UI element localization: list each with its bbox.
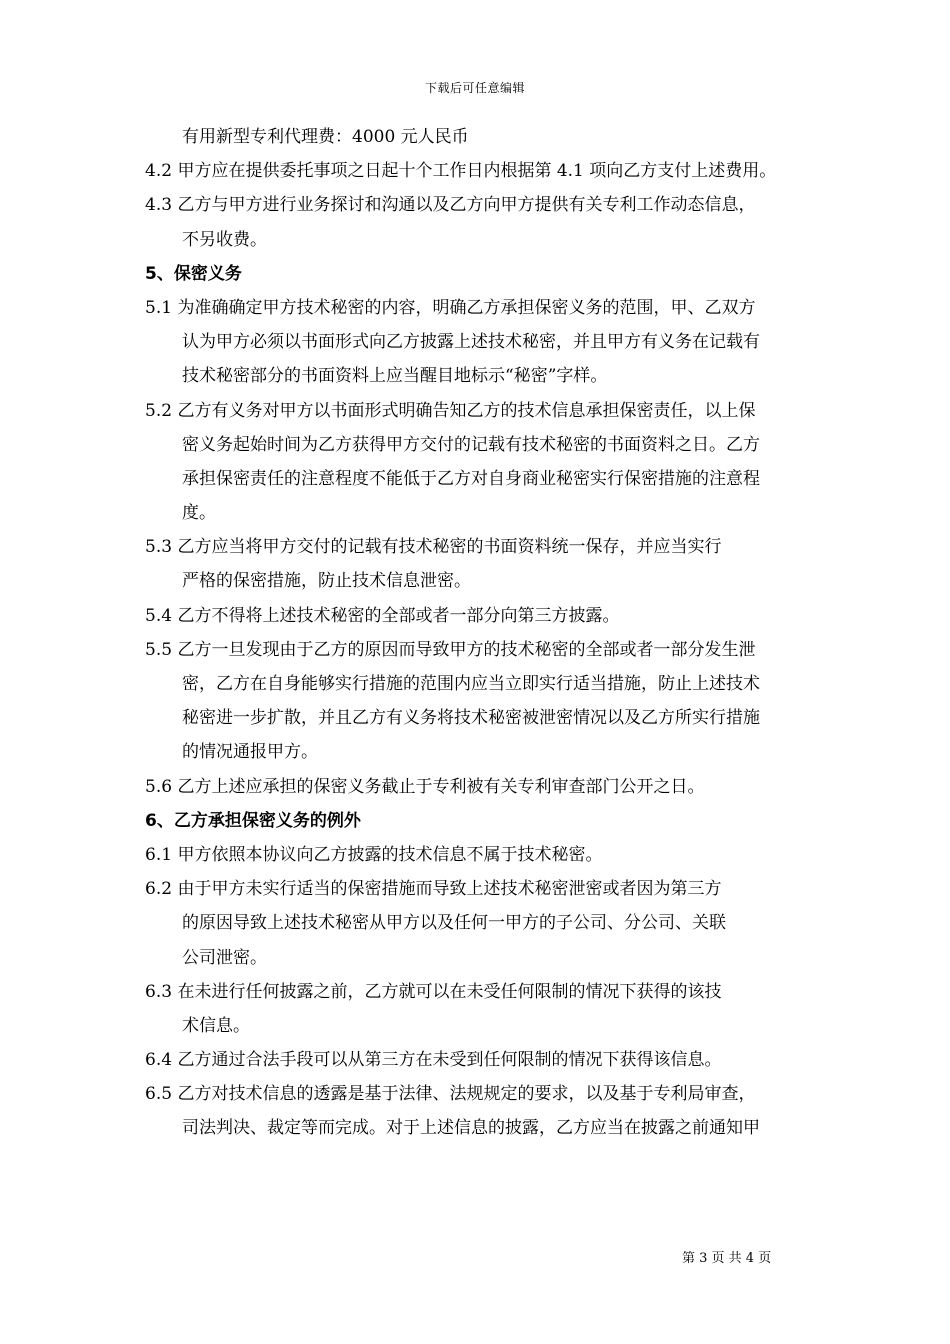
paragraph-line: 5.3 乙方应当将甲方交付的记载有技术秘密的书面资料统一保存，并应当实行 — [145, 537, 722, 558]
paragraph-line: 术信息。 — [182, 1015, 250, 1036]
section-heading: 6、乙方承担保密义务的例外 — [145, 810, 361, 831]
paragraph-line: 4.3 乙方与甲方进行业务探讨和沟通以及乙方向甲方提供有关专利工作动态信息， — [145, 195, 756, 216]
paragraph-line: 密义务起始时间为乙方获得甲方交付的记载有技术秘密的书面资料之日。乙方 — [182, 434, 760, 455]
paragraph-line: 不另收费。 — [182, 229, 267, 250]
paragraph-line: 6.3 在未进行任何披露之前，乙方就可以在未受任何限制的情况下获得的该技 — [145, 981, 722, 1002]
paragraph-line: 技术秘密部分的书面资料上应当醒目地标示“秘密”字样。 — [182, 366, 608, 387]
paragraph-line: 5.6 乙方上述应承担的保密义务截止于专利被有关专利审查部门公开之日。 — [145, 776, 705, 797]
paragraph-line: 5.4 乙方不得将上述技术秘密的全部或者一部分向第三方披露。 — [145, 605, 620, 626]
paragraph-line: 秘密进一步扩散，并且乙方有义务将技术秘密被泄密情况以及乙方所实行措施 — [182, 708, 760, 729]
page-header: 下载后可任意编辑 — [424, 81, 525, 95]
paragraph-line: 密，乙方在自身能够实行措施的范围内应当立即实行适当措施，防止上述技术 — [182, 674, 760, 694]
paragraph-line: 有用新型专利代理费：4000 元人民币 — [182, 127, 469, 147]
paragraph-line: 的原因导致上述技术秘密从甲方以及任何一甲方的子公司、分公司、关联 — [182, 913, 726, 934]
paragraph-line: 5.5 乙方一旦发现由于乙方的原因而导致甲方的技术秘密的全部或者一部分发生泄 — [145, 639, 756, 660]
paragraph-line: 承担保密责任的注意程度不能低于乙方对自身商业秘密实行保密措施的注意程 — [182, 468, 760, 489]
paragraph-line: 4.2 甲方应在提供委托事项之日起十个工作日内根据第 4.1 项向乙方支付上述费用。 — [145, 161, 777, 182]
paragraph-line: 6.1 甲方依照本协议向乙方披露的技术信息不属于技术秘密。 — [145, 844, 603, 865]
section-heading: 5、保密义务 — [145, 263, 242, 284]
paragraph-line: 度。 — [182, 503, 216, 524]
paragraph-line: 6.2 由于甲方未实行适当的保密措施而导致上述技术秘密泄密或者因为第三方 — [145, 879, 722, 900]
paragraph-line: 严格的保密措施，防止技术信息泄密。 — [182, 571, 471, 592]
paragraph-line: 司法判决、裁定等而完成。对于上述信息的披露，乙方应当在披露之前通知甲 — [182, 1118, 760, 1139]
paragraph-line: 认为甲方必须以书面形式向乙方披露上述技术秘密，并且甲方有义务在记载有 — [182, 332, 760, 353]
paragraph-line: 公司泄密。 — [182, 947, 267, 968]
paragraph-line: 6.5 乙方对技术信息的透露是基于法律、法规规定的要求，以及基于专利局审查， — [145, 1084, 756, 1105]
paragraph-line: 5.1 为准确确定甲方技术秘密的内容，明确乙方承担保密义务的范围，甲、乙双方 — [145, 297, 756, 318]
paragraph-line: 的情况通报甲方。 — [182, 742, 318, 763]
paragraph-line: 5.2 乙方有义务对甲方以书面形式明确告知乙方的技术信息承担保密责任，以上保 — [145, 400, 756, 421]
page-footer: 第 3 页 共 4 页 — [682, 1251, 772, 1266]
paragraph-line: 6.4 乙方通过合法手段可以从第三方在未受到任何限制的情况下获得该信息。 — [145, 1050, 722, 1071]
document-body — [145, 120, 845, 1146]
